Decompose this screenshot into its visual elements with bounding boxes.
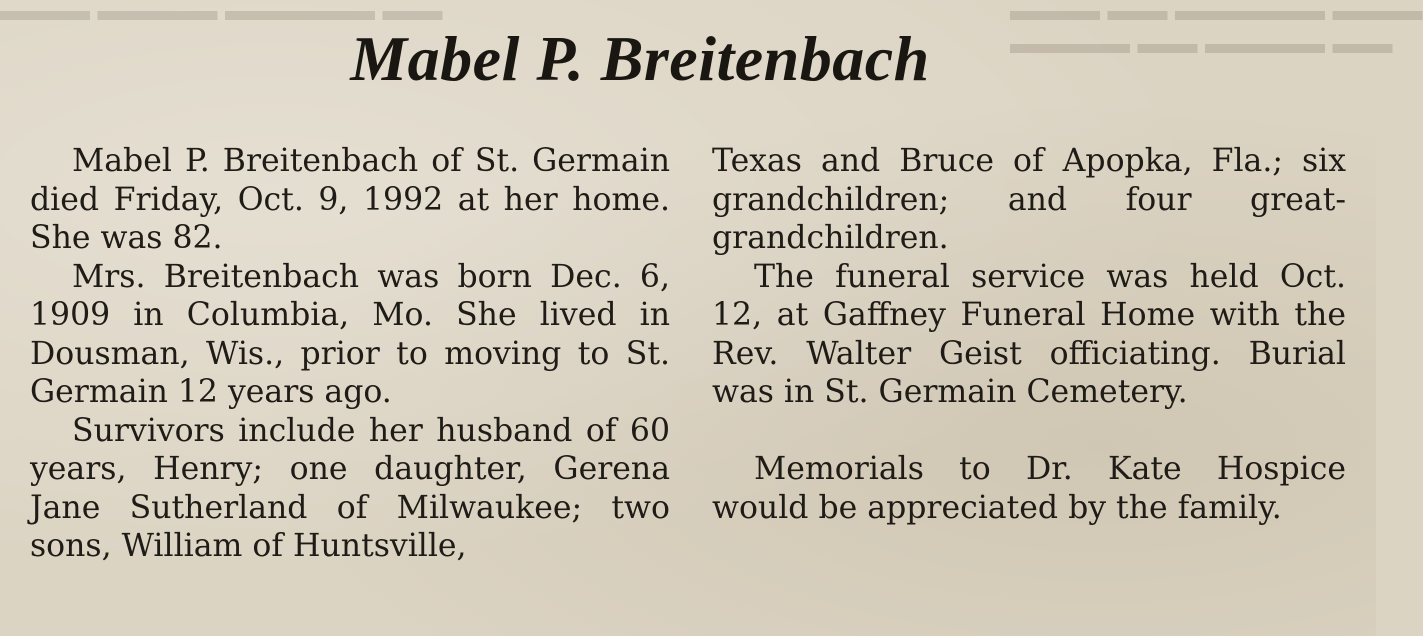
bleed-through-left: ▬▬▬ ▬▬▬▬ ▬▬▬▬▬ ▬▬ [0, 0, 443, 27]
left-column [30, 142, 670, 566]
obituary-headline: Mabel P. Breitenbach [350, 23, 930, 94]
column-divider [688, 150, 689, 620]
bleed-through-right: ▬▬▬ ▬▬ ▬▬▬▬▬ ▬▬▬ ▬▬▬▬ ▬▬ ▬▬▬▬ ▬▬ [1010, 0, 1423, 60]
paragraph-funeral-service: The funeral service was held Oct. 12, at Gaffney Funeral Home with the Rev. Walter Geist officiating. Burial was in St. Germain Cemetery. [712, 258, 1346, 410]
paragraph-memorials: Memorials to Dr. Kate Hospice would be appreciated by the family. [712, 451, 1346, 526]
paragraph-death-notice: Mabel P. Breitenbach of St. Germain died Friday, Oct. 9, 1992 at her home. She was 82. [30, 143, 670, 256]
paragraph-survivors-continued: Texas and Bruce of Apopka, Fla.; six grandchildren; and four great-grandchildren. [712, 143, 1346, 256]
paragraph-survivors: Survivors include her husband of 60 years, Henry; one daughter, Gerena Jane Sutherland of Milwaukee; two sons, William of Huntsville, [30, 412, 670, 564]
right-column [712, 142, 1346, 527]
paragraph-birth-history: Mrs. Breitenbach was born Dec. 6, 1909 in Columbia, Mo. She lived in Dousman, Wis., prior to moving to St. Germain 12 years ago. [30, 258, 670, 410]
